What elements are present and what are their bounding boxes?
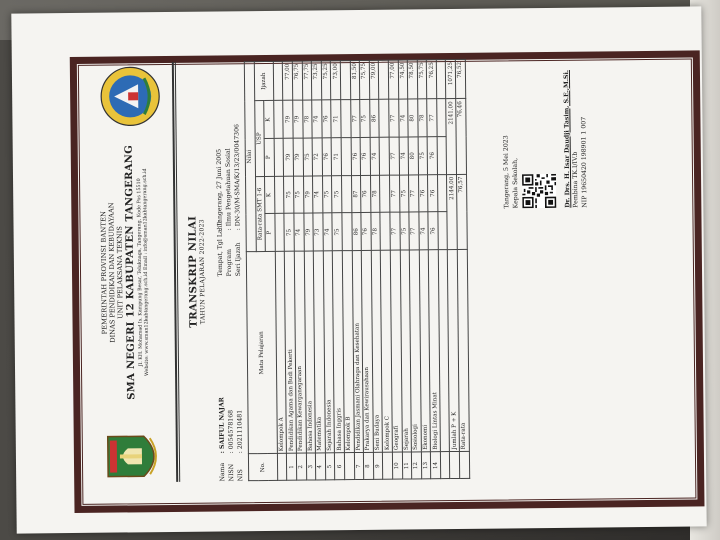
row-usp-p: 76 — [427, 137, 437, 175]
transcript-paper — [11, 6, 706, 533]
row-rata-p: 73 — [313, 213, 323, 251]
header-line1: PEMERINTAH PROVINSI BANTEN — [99, 210, 109, 335]
row-usp-p: 75 — [303, 138, 313, 176]
group-label: Kelompok C — [381, 250, 393, 452]
row-usp-p: 74 — [399, 137, 409, 175]
row-ijazah: 73,25 — [311, 61, 321, 100]
row-usp-k: 76 — [321, 100, 331, 138]
row-rata-k: 76 — [428, 174, 438, 212]
sign-role: Kepala Sekolah, — [511, 157, 519, 209]
school-name: SMA NEGERI 12 KABUPATEN TANGERANG — [123, 144, 138, 400]
jumlah-label: Jumlah P + K — [448, 250, 460, 452]
label-program: Program — [225, 248, 234, 277]
row-rata-k: 74 — [313, 176, 323, 214]
label-nisn: NISN — [228, 463, 236, 482]
row-rata-k: 75 — [399, 175, 409, 213]
sign-rank: Pembina TK.I/IV.b — [571, 151, 580, 208]
group-spacer — [383, 453, 393, 480]
row-no: 12 — [412, 452, 422, 479]
header-mapel: Mata Pelajaran — [246, 251, 277, 454]
row-usp-k: 78 — [302, 100, 312, 138]
row-usp-p: 80 — [408, 137, 418, 175]
label-nama: Nama — [219, 462, 227, 482]
school-logo-icon — [98, 64, 163, 129]
row-ijazah: 75,75 — [359, 60, 369, 99]
jumlah-usp: 2141,00 — [446, 99, 456, 174]
document-title — [186, 62, 208, 482]
row-rata-k: 77 — [389, 175, 399, 213]
row-no: 2 — [296, 454, 306, 481]
row-rata-p: 79 — [303, 213, 313, 251]
row-no: 5 — [325, 453, 335, 480]
row-rata-p: 76 — [428, 212, 438, 250]
school-address: Jl. KH. Mohamad Is. Kampung Besar, Teluknaga, Tangerang, Kode Pos 15510 — [137, 178, 144, 367]
row-mapel: Pendidikan Agama dan Budi Pekerti — [285, 251, 297, 453]
row-rata-k: 78 — [370, 175, 380, 213]
transcript-document — [92, 57, 686, 483]
row-ijazah: 75,75 — [417, 60, 427, 99]
value-nis: : 2021110481 — [236, 409, 244, 454]
jumlah-rata: 2144,00 — [447, 174, 457, 249]
row-rata-p: 86 — [351, 213, 361, 251]
row-usp-k: 77 — [389, 99, 399, 137]
row-rata-p: 76 — [361, 213, 371, 251]
row-mapel: Prakarya dan Kewirausahaan — [361, 250, 373, 452]
row-usp-p: 79 — [283, 138, 293, 176]
row-rata-k: 79 — [303, 176, 313, 214]
row-mapel: Biologi Lintas Minat — [429, 250, 441, 452]
row-usp-k: 79 — [293, 100, 303, 138]
row-usp-p: 71 — [331, 138, 341, 176]
row-mapel: Sosiologi — [409, 250, 421, 452]
row-mapel: Sejarah Indonesia — [323, 251, 335, 453]
row-usp-p: 76 — [322, 138, 332, 176]
row-rata-p: 78 — [371, 213, 381, 251]
header-line3: UNIT PELAKSANA TEKNIS — [115, 226, 125, 319]
group-label: Kelompok B — [342, 251, 354, 453]
row-ijazah: 78,50 — [407, 60, 417, 99]
row-ijazah: 76,25 — [427, 60, 437, 99]
row-no: 13 — [421, 452, 431, 479]
student-identity-left — [217, 397, 245, 482]
row-no: 9 — [373, 453, 383, 480]
value-ttl: : Tangerang, 27 Juni 2005 — [215, 148, 224, 231]
row-ijazah: 74,50 — [398, 60, 408, 99]
row-usp-k: 77 — [350, 100, 360, 138]
row-mapel: Matematika — [313, 251, 325, 453]
row-no: 1 — [287, 454, 297, 481]
row-usp-k: 71 — [331, 100, 341, 138]
row-rata-p: 75 — [332, 213, 342, 251]
row-mapel: Sejarah — [400, 250, 412, 452]
row-ijazah: 79,00 — [369, 60, 379, 99]
signature-block — [502, 58, 590, 209]
rata-rata: 76,57 — [457, 174, 467, 249]
header-k: K — [264, 101, 274, 139]
title-sub: TAHUN PELAJARAN 2022-2023 — [198, 219, 207, 325]
row-mapel: Pendidikan Jasmani Olahraga dan Kesehatan — [352, 251, 364, 453]
label-nis: NIS — [237, 469, 245, 482]
rata-ijazah: 76,52 — [455, 59, 465, 98]
row-usp-k: 78 — [417, 99, 427, 137]
row-usp-p: 79 — [293, 138, 303, 176]
value-program: : Ilmu Pengetahuan Sosial — [224, 148, 233, 231]
row-mapel: Seni Budaya — [371, 250, 383, 452]
row-rata-k: 87 — [351, 175, 361, 213]
row-no: 4 — [316, 453, 326, 480]
sign-place-date: Tangerang, 5 Mei 2023 — [502, 135, 511, 209]
row-mapel: Pendidikan Kewarganegaraan — [294, 251, 306, 453]
school-web: Website: www.sman12kabtangerang.sch.id Email : info@sman12kabtangerang.sch.id — [142, 168, 151, 377]
sign-name: Dr. Drs. H. Isar Daudji Tasim, S.E.,M.Si. — [562, 69, 571, 208]
row-usp-p: 72 — [312, 138, 322, 176]
header-line2: DINAS PENDIDIKAN DAN KEBUDAYAAN — [107, 202, 117, 343]
row-mapel: Geografi — [390, 250, 402, 452]
row-mapel: Bahasa Inggris — [333, 251, 345, 453]
row-ijazah: 75,25 — [321, 61, 331, 100]
row-usp-k: 79 — [283, 101, 293, 139]
row-rata-k: 75 — [293, 176, 303, 214]
row-rata-k: 75 — [332, 175, 342, 213]
row-usp-p: 74 — [370, 137, 380, 175]
row-mapel: Ekonomi — [419, 250, 431, 452]
row-rata-k: 75 — [322, 175, 332, 213]
row-usp-p: 77 — [389, 137, 399, 175]
title-main: TRANSKRIP NILAI — [187, 215, 200, 328]
jumlah-ijazah: 1071,25 — [446, 59, 456, 98]
row-rata-p: 74 — [419, 212, 429, 250]
grades-table — [244, 59, 470, 481]
header-nilai: Nilai — [244, 62, 256, 252]
student-identity-right — [214, 124, 243, 276]
row-usp-p: 76 — [351, 137, 361, 175]
header-usp: USP — [254, 101, 264, 176]
row-rata-p: 74 — [294, 213, 304, 251]
row-usp-k: 75 — [360, 100, 370, 138]
row-rata-k: 75 — [284, 176, 294, 214]
row-usp-k: 80 — [408, 99, 418, 137]
grades-body — [273, 59, 469, 480]
row-usp-k: 86 — [369, 100, 379, 138]
row-ijazah: 77,00 — [283, 61, 293, 100]
row-usp-k: 77 — [427, 99, 437, 137]
group-spacer — [277, 454, 287, 481]
group-label: Kelompok A — [275, 251, 287, 453]
row-ijazah: 77,00 — [388, 60, 398, 99]
row-rata-k: 77 — [409, 175, 419, 213]
row-rata-p: 77 — [390, 212, 400, 250]
row-rata-k: 76 — [361, 175, 371, 213]
row-rata-p: 74 — [323, 213, 333, 251]
rata-usp: 76,46 — [456, 99, 466, 174]
header-k: K — [265, 176, 275, 214]
header-ijazah: Ijazah — [254, 61, 274, 101]
value-nisn: : 0054578168 — [227, 409, 235, 454]
row-ijazah: 77,75 — [302, 61, 312, 100]
row-usp-k: 74 — [312, 100, 322, 138]
label-ttl: Tempat, Tgl Lahir — [216, 220, 225, 277]
qr-code-icon — [522, 174, 556, 208]
row-no: 6 — [335, 453, 345, 480]
row-no: 7 — [354, 453, 364, 480]
group-spacer — [344, 453, 354, 480]
row-no: 14 — [431, 452, 441, 479]
header-p: P — [265, 214, 275, 252]
row-no: 8 — [364, 453, 374, 480]
header-p: P — [264, 138, 274, 176]
sign-nip: NIP 19650420 198901 1 007 — [579, 116, 588, 208]
row-rata-p: 77 — [409, 212, 419, 250]
row-mapel: Bahasa Indonesia — [304, 251, 316, 453]
header-no: No. — [248, 454, 277, 481]
label-seri: Seri Ijazah — [234, 242, 243, 277]
row-no: 11 — [402, 452, 412, 479]
row-usp-p: 75 — [418, 137, 428, 175]
row-usp-k: 74 — [398, 99, 408, 137]
row-no: 10 — [392, 453, 402, 480]
row-ijazah: 73,00 — [331, 61, 341, 100]
value-seri: : DN-30/M-SMA/K/13/23/0047306 — [233, 124, 242, 231]
row-no: 3 — [306, 453, 316, 480]
value-nama: : SAIFUL NAJAR — [218, 397, 226, 454]
row-usp-p: 76 — [360, 137, 370, 175]
row-rata-p: 75 — [284, 214, 294, 252]
row-rata-k: 76 — [418, 174, 428, 212]
rata-label: Rata-rata — [457, 249, 469, 451]
row-rata-p: 75 — [399, 212, 409, 250]
row-ijazah: 76,75 — [292, 61, 302, 100]
row-ijazah: 81,50 — [350, 60, 360, 99]
header-rata: Rata-rata SMT 1-6 — [255, 176, 265, 251]
